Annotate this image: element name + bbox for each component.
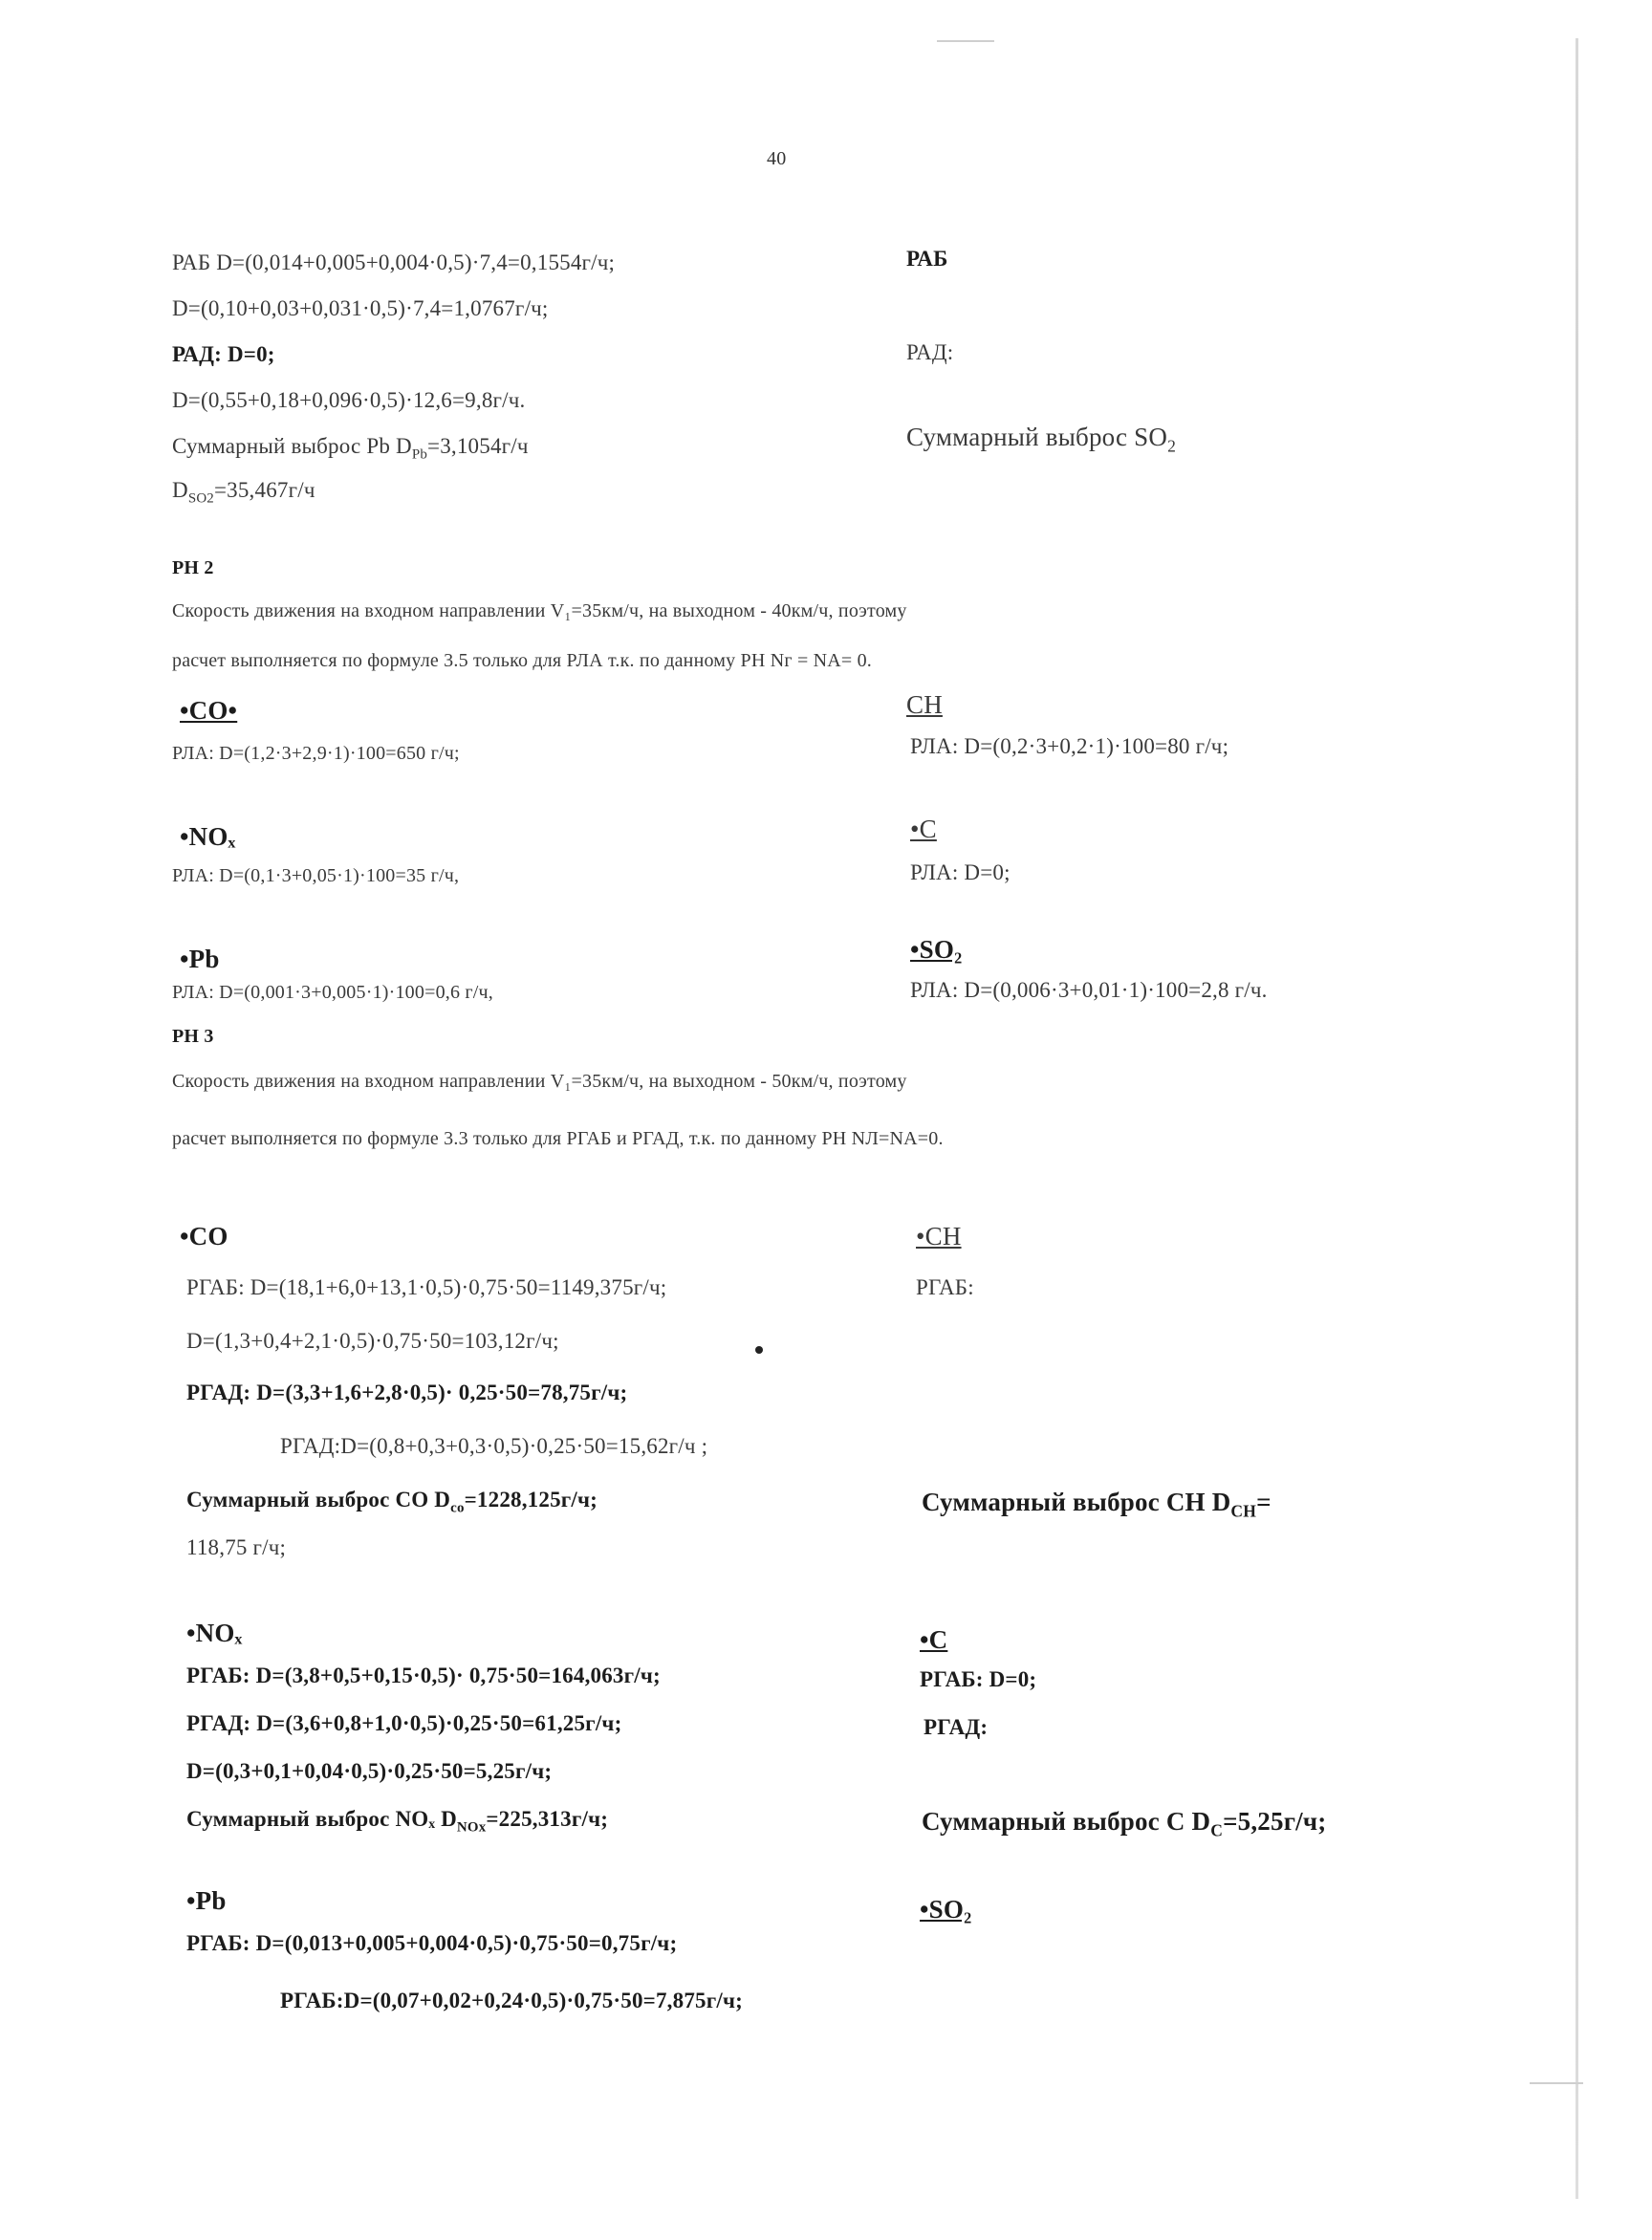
text-line-l47 [186,1886,227,1916]
text-line-l11 [172,600,907,622]
text-line-l15 [172,743,460,765]
text-line-l50 [280,1989,743,2013]
scan-edge-right [1576,38,1578,2199]
text-line-l27 [172,1128,944,1150]
text-line-main: РГАД:D=(0,8+0,3+0,3·0,5)·0,25·50=15,62г/ч ; [280,1434,708,1458]
text-line-l45 [186,1807,608,1837]
text-line-main: РГАБ: D=(3,8+0,5+0,15·0,5)· 0,75·50=164,063г/ч; [186,1664,661,1687]
ink-dot [755,1346,763,1354]
text-line-tail: =5,25г/ч; [1223,1807,1327,1836]
text-line-l25 [172,1026,214,1048]
text-line-l04 [172,342,275,367]
text-line-main: •C [910,815,937,843]
text-line-main: •SO₂ [920,1895,972,1924]
text-line-main: •Pb [180,945,220,973]
text-line-main: •CO [180,1222,228,1250]
text-line-l49 [186,1931,677,1956]
text-line-l40 [186,1664,661,1688]
text-line-l01 [172,250,615,275]
text-line-l12 [172,650,872,672]
text-line-main: РАД: D=0; [172,342,275,366]
subscript: SO2 [187,490,214,507]
text-line-main: Суммарный выброс C D [922,1807,1211,1836]
text-line-main: РН 3 [172,1026,214,1047]
text-line-main: РГАБ: D=0; [920,1667,1037,1691]
text-line-l38 [186,1619,242,1648]
text-line-main: Скорость движения на входном направлении V₁=35км/ч, на выходном - 50км/ч, поэтому [172,1071,907,1092]
text-line-main: РЛА: D=(0,001·3+0,005·1)·100=0,6 г/ч, [172,982,493,1003]
text-line-l16 [910,734,1228,759]
text-line-main: •NOₓ [180,822,236,851]
text-line-tail: =225,313г/ч; [486,1807,609,1831]
text-line-l24 [910,978,1268,1003]
text-line-l34 [280,1434,707,1459]
text-line-l22 [910,935,962,965]
text-line-main: РГАБ: D=(0,013+0,005+0,004·0,5)·0,75·50=0,75г/ч; [186,1931,678,1955]
text-line-l17 [180,822,235,852]
subscript: co [450,1500,465,1516]
text-line-main: Суммарный выброс SO [906,423,1168,451]
text-line-main: РГАД: D=(3,3+1,6+2,8·0,5)· 0,25·50=78,75г/ч; [186,1381,628,1404]
subscript: C [1210,1820,1224,1840]
text-line-l18 [910,815,937,844]
text-line-main: РГАБ: [916,1275,974,1299]
scan-mark-right [1530,2082,1583,2084]
text-line-l42 [186,1711,621,1736]
text-line-l03 [172,296,549,321]
text-line-l37 [186,1535,286,1560]
text-line-main: D=(0,55+0,18+0,096·0,5)·12,6=9,8г/ч. [172,388,526,412]
text-line-l29 [916,1222,962,1251]
text-line-main: РАБ D=(0,014+0,005+0,004·0,5)·7,4=0,1554г/ч; [172,250,616,274]
text-line-main: 118,75 г/ч; [186,1535,287,1559]
text-line-tail: =1228,125г/ч; [464,1488,598,1511]
text-line-main: РЛА: D=(0,2·3+0,2·1)·100=80 г/ч; [910,734,1229,758]
text-line-l09 [172,478,315,508]
text-line-main: Суммарный выброс CH D [922,1488,1231,1516]
text-line-main: •NOₓ [186,1619,243,1647]
text-line-main: D=(0,10+0,03+0,031·0,5)·7,4=1,0767г/ч; [172,296,549,320]
text-line-l44 [186,1759,552,1784]
text-line-l33 [186,1381,627,1405]
page-number: 40 [767,148,787,169]
text-line-l31 [916,1275,974,1300]
text-line-tail: =3,1054г/ч [427,434,529,458]
text-line-l46 [922,1807,1326,1840]
subscript: NOx [456,1819,487,1836]
text-line-l26 [172,1071,907,1093]
text-line-tail: = [1256,1488,1272,1516]
text-line-main: РЛА: D=(0,1·3+0,05·1)·100=35 г/ч, [172,865,460,886]
text-line-main: расчет выполняется по формуле 3.5 только для РЛА т.к. по данному РН Nг = NА= 0. [172,650,873,671]
text-line-main: Суммарный выброс Pb D [172,434,412,458]
text-line-main: •CO• [180,696,238,725]
text-line-main: РЛА: D=0; [910,860,1011,884]
text-line-l08 [906,423,1176,456]
text-line-l10 [172,557,214,579]
text-line-main: Скорость движения на входном направлении V₁=35км/ч, на выходном - 40км/ч, поэтому [172,600,907,621]
text-line-main: D=(0,3+0,1+0,04·0,5)·0,25·50=5,25г/ч; [186,1759,553,1783]
text-line-l13 [180,696,237,726]
text-line-main: расчет выполняется по формуле 3.3 только для РГАБ и РГАД, т.к. по данному РН NЛ=NА=0. [172,1128,944,1149]
subscript: CH [1230,1501,1257,1521]
text-line-l06 [172,388,525,413]
text-line-l28 [180,1222,228,1251]
text-line-l23 [172,982,493,1004]
text-line-l02 [906,247,948,272]
text-line-main: •C [920,1625,948,1654]
scan-mark-top [937,40,994,42]
text-line-l48 [920,1895,971,1925]
text-line-main: Суммарный выброс NOₓ D [186,1807,457,1831]
text-line-main: •SO₂ [910,935,963,964]
text-line-main: РЛА: D=(1,2·3+2,9·1)·100=650 г/ч; [172,743,460,764]
text-line-l32 [186,1329,559,1354]
text-line-main: РГАБ:D=(0,07+0,02+0,24·0,5)·0,75·50=7,875г/ч; [280,1989,743,2012]
text-line-l39 [920,1625,947,1655]
text-line-main: CH [906,690,943,719]
text-line-main: РН 2 [172,557,214,578]
text-line-l41 [920,1667,1036,1692]
text-line-l36 [922,1488,1272,1521]
text-line-main: •Pb [186,1886,227,1915]
text-line-l35 [186,1488,598,1517]
text-line-main: РЛА: D=(0,006·3+0,01·1)·100=2,8 г/ч. [910,978,1268,1002]
text-line-main: РГАД: [924,1715,989,1739]
text-line-main: РАБ [906,247,948,271]
text-line-main: РГАБ: D=(18,1+6,0+13,1·0,5)·0,75·50=1149,375г/ч; [186,1275,667,1299]
text-line-main: D [172,478,188,502]
text-line-main: Суммарный выброс CO D [186,1488,451,1511]
text-line-l07 [172,434,529,464]
subscript: Pb [411,446,428,463]
text-line-tail: =35,467г/ч [213,478,315,502]
text-line-main: РГАД: D=(3,6+0,8+1,0·0,5)·0,25·50=61,25г/ч; [186,1711,622,1735]
text-line-main: РАД: [906,340,954,364]
text-line-l14 [906,690,943,720]
text-line-l43 [924,1715,988,1740]
text-line-l21 [180,945,220,974]
text-line-l05 [906,340,953,365]
text-line-l19 [172,865,459,887]
subscript: 2 [1167,436,1177,456]
text-line-main: •CH [916,1222,962,1250]
text-line-main: D=(1,3+0,4+2,1·0,5)·0,75·50=103,12г/ч; [186,1329,559,1353]
text-line-l30 [186,1275,666,1300]
text-line-l20 [910,860,1011,885]
